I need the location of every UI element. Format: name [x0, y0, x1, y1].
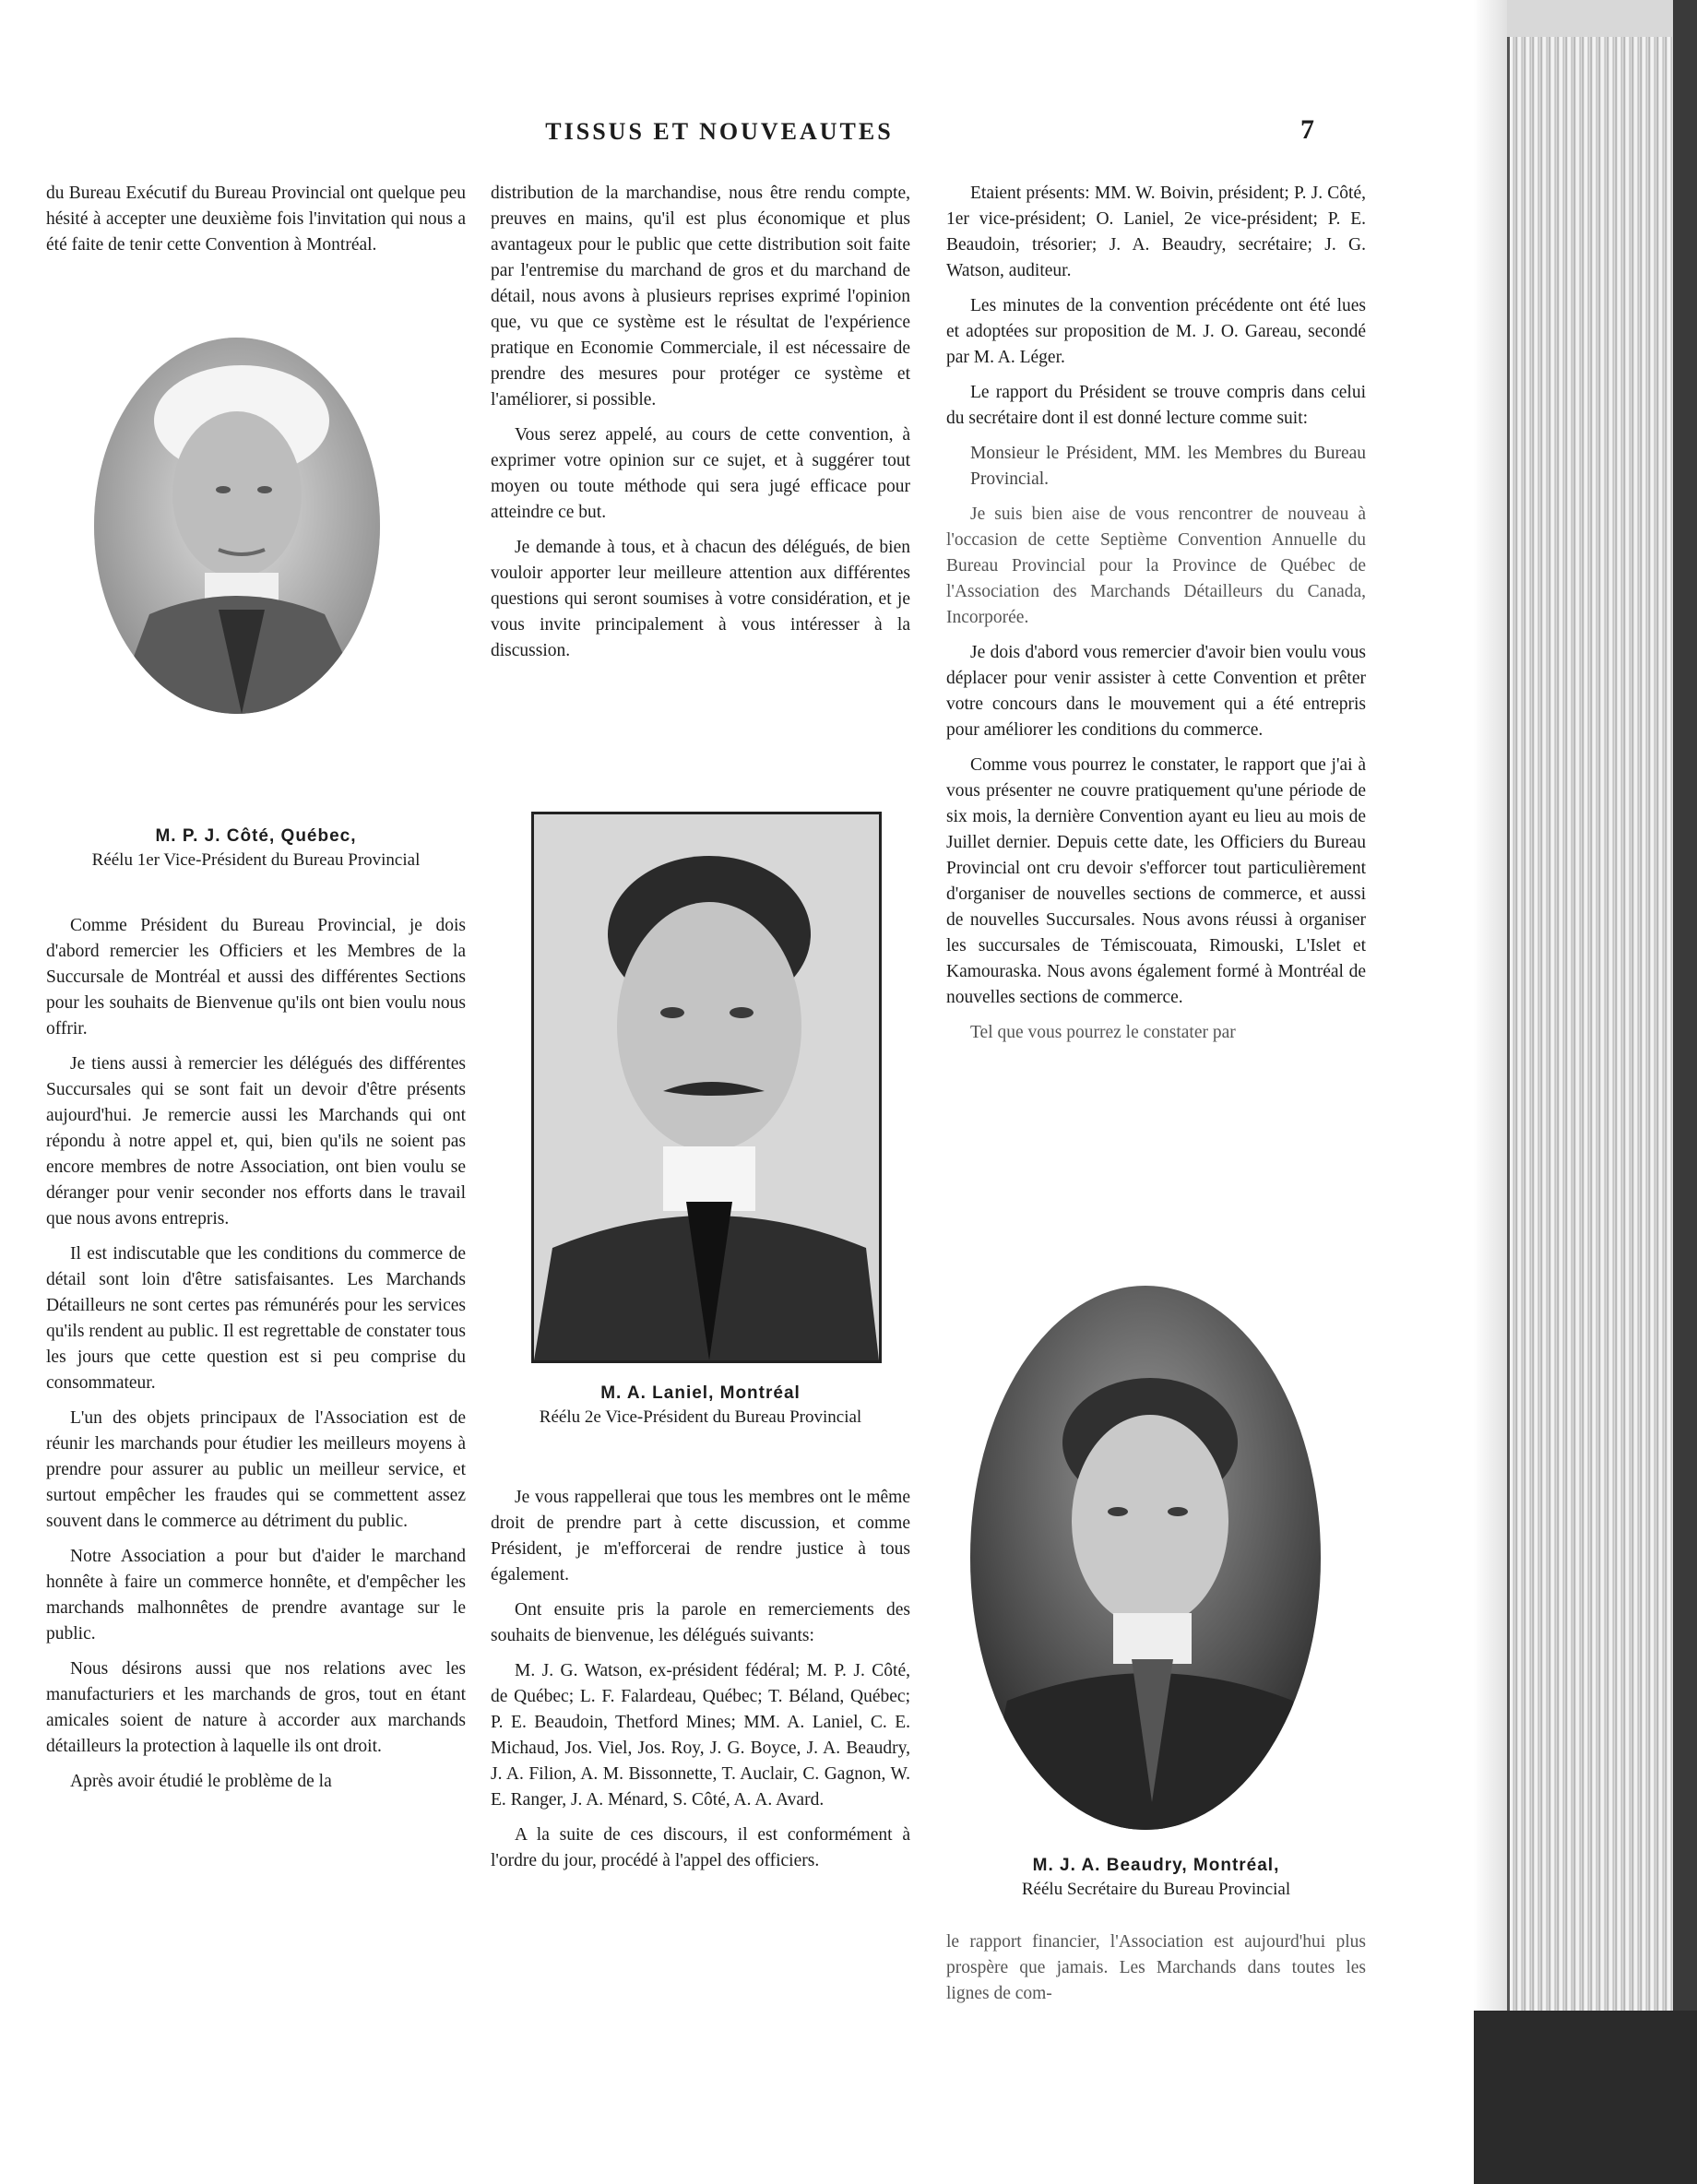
paragraph: Je demande à tous, et à chacun des délégués, de bien vouloir apporter leur meilleure attention aux différentes questions qui seront soumises à votre considération, et je vous invite principalement à vous intéresser à la discussion.: [491, 538, 910, 660]
portrait-laniel-photo: [531, 812, 882, 1363]
column-1-top: [46, 181, 466, 267]
paragraph: Les minutes de la convention précédente ont été lues et adoptées sur proposition de M. J. O. Gareau, secondé par M. A. Léger.: [946, 296, 1366, 367]
book-bottom-edge: [1474, 2011, 1697, 2184]
paragraph: Nous désirons aussi que nos relations avec les manufacturiers et les marchands de gros, tout en étant amicales soient de nature à accorder aux marchands détailleurs la protection à laquelle ils ont droit.: [46, 1659, 466, 1756]
caption-role: Réélu Secrétaire du Bureau Provincial: [1021, 1880, 1291, 1899]
paragraph: A la suite de ces discours, il est conformément à l'ordre du jour, procédé à l'appel des officiers.: [491, 1825, 910, 1870]
page-fold-shadow: [1474, 0, 1507, 2029]
running-title: TISSUS ET NOUVEAUTES: [545, 118, 894, 145]
paragraph: Après avoir étudié le problème de la: [70, 1772, 332, 1791]
page-block-edges: [1507, 37, 1676, 2011]
portrait-beaudry-photo: [970, 1286, 1321, 1830]
caption-name: M. P. J. Côté, Québec,: [155, 826, 357, 846]
paragraph: Notre Association a pour but d'aider le marchand honnête à faire un commerce honnête, et d'empêcher les marchands malhonnêtes de prendre avantage sur le public.: [46, 1547, 466, 1644]
paragraph: du Bureau Exécutif du Bureau Provincial ont quelque peu hésité à accepter une deuxième fois l'invitation qui nous a été faite de tenir cette Convention à Montréal.: [46, 184, 466, 255]
paragraph: L'un des objets principaux de l'Association est de réunir les marchands pour étudier les meilleurs moyens à prendre pour assurer au public un meilleur service, et surtout empêcher les fraudes qui se commettent assez souvent dans le commerce au détriment du public.: [46, 1408, 466, 1531]
paragraph: Je suis bien aise de vous rencontrer de nouveau à l'occasion de cette Septième Convention Annuelle du Bureau Provincial pour la Province de Québec de l'Association des Marchands Détailleurs du Canada, Incorporée.: [946, 504, 1366, 627]
paragraph: Je vous rappellerai que tous les membres ont le même droit de prendre part à cette discussion, et comme Président, je m'efforcerai de rendre justice à tous également.: [491, 1488, 910, 1585]
portrait-laniel-caption: [491, 1382, 910, 1430]
paragraph: Je dois d'abord vous remercier d'avoir bien voulu vous déplacer pour venir assister à cette Convention et prêter votre concours dans le mouvement qui a été entrepris pour améliorer les conditions du commerce.: [946, 643, 1366, 740]
column-3-bottom: [946, 1929, 1366, 2016]
column-2-top: [491, 181, 910, 673]
caption-role: Réélu 1er Vice-Président du Bureau Provincial: [91, 850, 421, 870]
paragraph: Comme vous pourrez le constater, le rapport que j'ai à vous présenter ne couvre pratiquement qu'une période de six mois, la dernière Convention ayant eu lieu au mois de Juillet dernier. Depuis cette date, les Officiers du Bureau Provincial ont cru devoir s'efforcer tout particulièrement d'organiser de nouvelles sections de commerce, et aussi de nouvelles Succursales. Nous avons réussi à organiser les succursales de Témiscouata, Rimouski, L'Islet et Kamouraska. Nous avons également formé à Montréal de nouvelles sections de commerce.: [946, 755, 1366, 1007]
column-3-top: [946, 181, 1366, 1055]
paragraph: Je tiens aussi à remercier les délégués des différentes Succursales qui se sont fait un devoir d'être présents aujourd'hui. Je remercie aussi les Marchands qui ont répondu à notre appel et, qui, bien qu'ils ne soient pas encore membres de notre Association, ont bien voulu se déranger pour venir seconder nos efforts dans le travail que nous avons entrepris.: [46, 1054, 466, 1228]
column-1-body: [46, 913, 466, 1804]
column-2-body: [491, 1485, 910, 1883]
salutation: Monsieur le Président, MM. les Membres du Bureau Provincial.: [970, 444, 1366, 489]
caption-name: M. J. A. Beaudry, Montréal,: [1032, 1856, 1280, 1875]
paragraph: Le rapport du Président se trouve compris dans celui du secrétaire dont il est donné lecture comme suit:: [946, 383, 1366, 428]
paragraph: Tel que vous pourrez le constater par: [970, 1023, 1236, 1042]
page-number: 7: [1300, 114, 1314, 145]
portrait-cote-caption: [46, 825, 466, 872]
caption-name: M. A. Laniel, Montréal: [600, 1383, 801, 1403]
book-cover-edge: [1673, 0, 1697, 2184]
paragraph: distribution de la marchandise, nous être rendu compte, preuves en mains, qu'il est plus économique et plus avantageux pour le public que cette distribution soit faite par l'entremise du marchand de gros et du marchand de détail, nous avons à plusieurs reprises exprimé l'opinion que, vu que ce système est le résultat de l'expérience pratique en Economie Commerciale, il est nécessaire de prendre des mesures pour protéger ce système et l'améliorer, si possible.: [491, 184, 910, 410]
portrait-cote-photo: [94, 338, 380, 714]
paragraph: Ont ensuite pris la parole en remerciements des souhaits de bienvenue, les délégués suivants:: [491, 1600, 910, 1645]
portrait-beaudry-caption: [946, 1854, 1366, 1902]
paragraph: Etaient présents: MM. W. Boivin, président; P. J. Côté, 1er vice-président; O. Laniel, 2e vice-président; P. E. Beaudoin, trésorier; J. A. Beaudry, secrétaire; J. G. Watson, auditeur.: [946, 184, 1366, 280]
paragraph: Il est indiscutable que les conditions du commerce de détail sont loin d'être satisfaisantes. Les Marchands Détailleurs ne sont certes pas rémunérés pour les services qu'ils rendent au public. Il est regrettable de constater tous les jours que cette question est si peu comprise du consommateur.: [46, 1244, 466, 1393]
paragraph: M. J. G. Watson, ex-président fédéral; M. P. J. Côté, de Québec; L. F. Falardeau, Québec; T. Béland, Québec; P. E. Beaudoin, Thetford Mines; MM. A. Laniel, C. E. Michaud, Jos. Viel, Jos. Roy, J. G. Boyce, J. A. Beaudry, J. A. Filion, A. M. Bissonnette, T. Auclair, C. Gagnon, W. E. Ranger, J. A. Ménard, S. Côté, A. A. Avard.: [491, 1661, 910, 1810]
paragraph: le rapport financier, l'Association est aujourd'hui plus prospère que jamais. Les Marchands dans toutes les lignes de com-: [946, 1932, 1366, 2003]
paragraph: Vous serez appelé, au cours de cette convention, à exprimer votre opinion sur ce sujet, et à suggérer tout moyen ou toute méthode qui sera jugé efficace pour atteindre ce but.: [491, 425, 910, 522]
book-page-edges: [1474, 0, 1697, 2184]
paragraph: Comme Président du Bureau Provincial, je dois d'abord remercier les Officiers et les Membres de la Succursale de Montréal et aussi des différentes Sections pour les souhaits de Bienvenue qu'ils ont bien voulu nous offrir.: [46, 916, 466, 1039]
caption-role: Réélu 2e Vice-Président du Bureau Provincial: [539, 1407, 862, 1427]
